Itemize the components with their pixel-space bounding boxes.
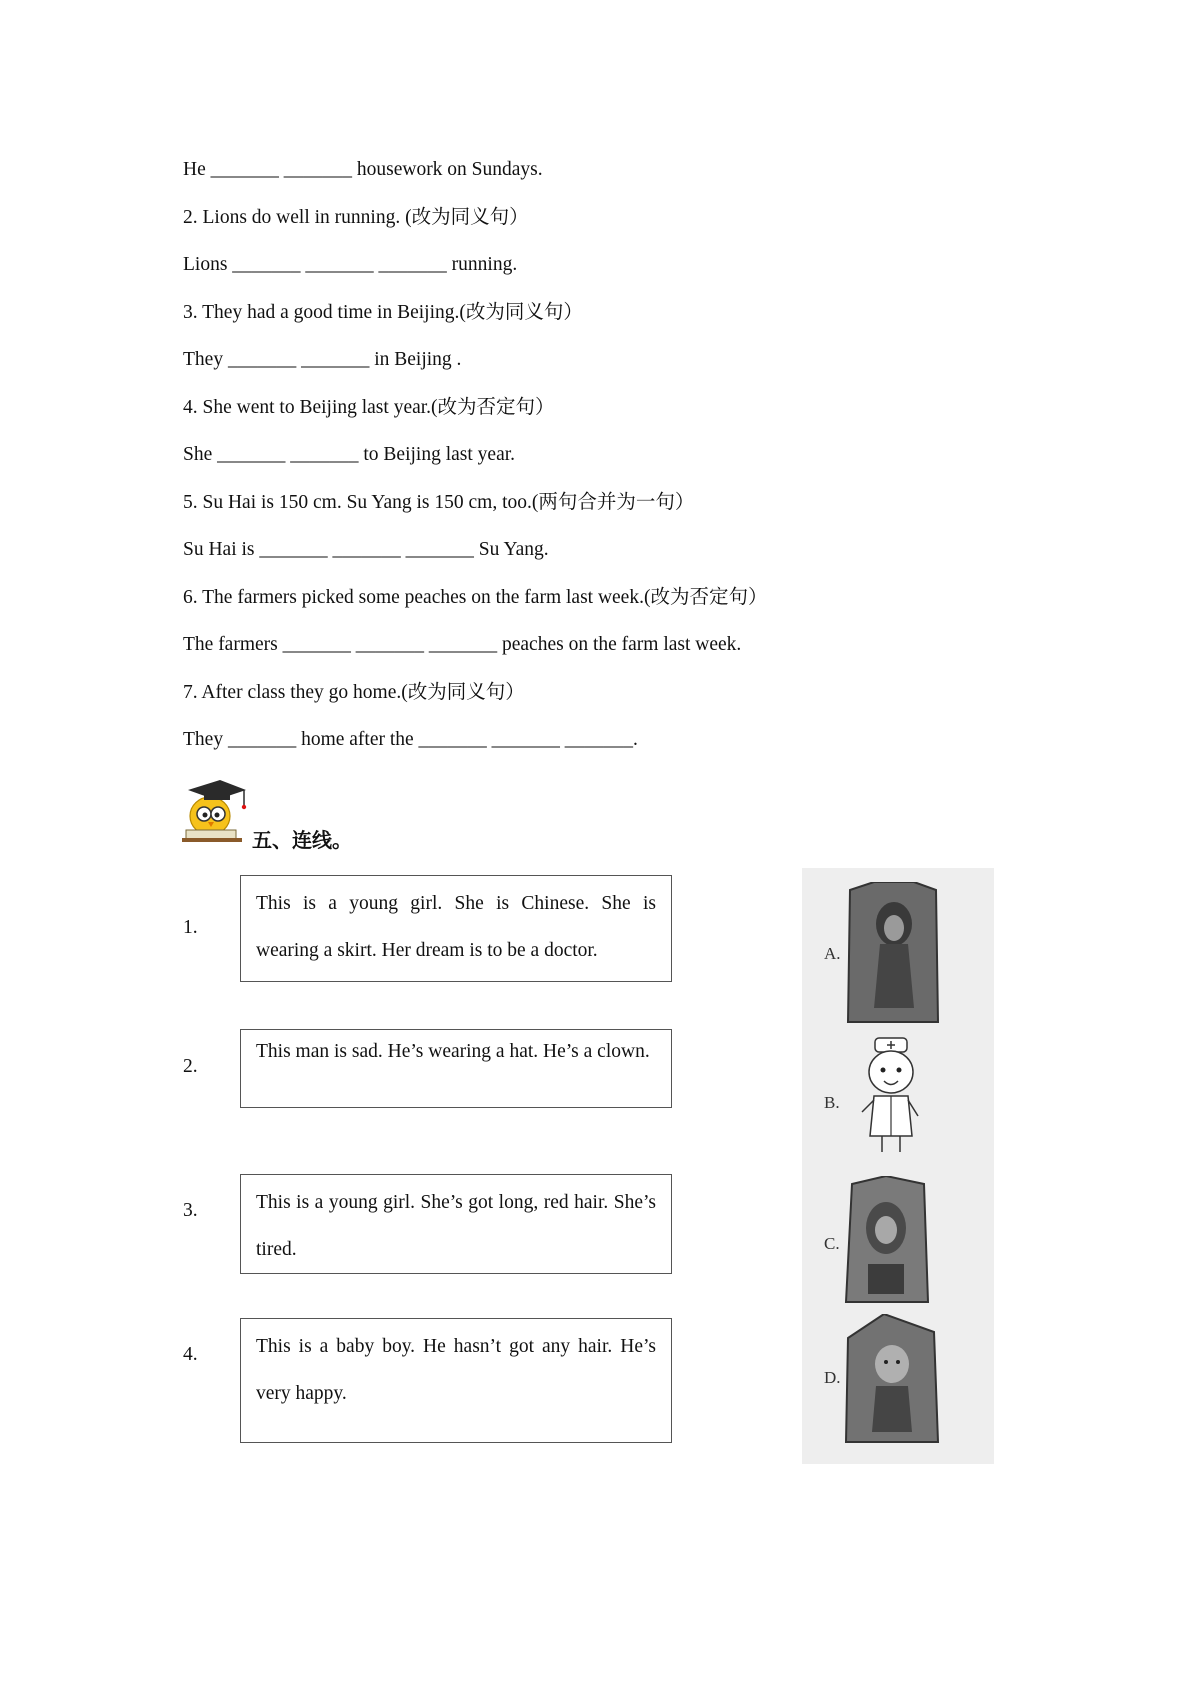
baby-boy-picture-icon xyxy=(844,1314,940,1446)
exercise-line: The farmers _______ _______ _______ peaches on the farm last week. xyxy=(183,634,742,655)
item-description-box: This is a baby boy. He hasn’t got any hair. He’s very happy. xyxy=(240,1318,672,1443)
exercise-line: 3. They had a good time in Beijing.(改为同义句） xyxy=(183,302,583,323)
pictures-panel xyxy=(802,868,994,1464)
item-description-box: This is a young girl. She’s got long, red hair. She’s tired. xyxy=(240,1174,672,1274)
section-title: 五、连线。 xyxy=(252,828,352,852)
item-description-box: This is a young girl. She is Chinese. She is wearing a skirt. Her dream is to be a doctor. xyxy=(240,875,672,982)
item-number: 1. xyxy=(183,917,198,938)
picture-label: A. xyxy=(824,944,841,963)
girl-with-hair-picture-icon xyxy=(844,882,942,1028)
exercise-line: 5. Su Hai is 150 cm. Su Yang is 150 cm, too.(两句合并为一句） xyxy=(183,492,695,513)
picture-label: D. xyxy=(824,1368,841,1387)
exercise-line: They _______ _______ in Beijing . xyxy=(183,349,462,370)
scholar-mascot-icon xyxy=(180,772,250,844)
picture-label: C. xyxy=(824,1234,840,1253)
exercise-line: She _______ _______ to Beijing last year. xyxy=(183,444,516,465)
nurse-doctor-girl-picture-icon xyxy=(856,1036,926,1158)
item-number: 3. xyxy=(183,1200,198,1221)
exercise-line: They _______ home after the _______ _______ _______. xyxy=(183,729,638,750)
item-description-box: This man is sad. He’s wearing a hat. He’s a clown. xyxy=(240,1029,672,1108)
exercise-line: Su Hai is _______ _______ _______ Su Yang. xyxy=(183,539,549,560)
picture-label: B. xyxy=(824,1093,840,1112)
tired-girl-picture-icon xyxy=(844,1176,930,1306)
exercise-line: 4. She went to Beijing last year.(改为否定句） xyxy=(183,397,555,418)
exercise-line: He _______ _______ housework on Sundays. xyxy=(183,159,543,180)
item-number: 2. xyxy=(183,1056,198,1077)
item-number: 4. xyxy=(183,1344,198,1365)
exercise-line: 6. The farmers picked some peaches on the farm last week.(改为否定句） xyxy=(183,587,768,608)
exercise-line: 2. Lions do well in running. (改为同义句） xyxy=(183,207,529,228)
exercise-line: 7. After class they go home.(改为同义句） xyxy=(183,682,525,703)
exercise-line: Lions _______ _______ _______ running. xyxy=(183,254,518,275)
